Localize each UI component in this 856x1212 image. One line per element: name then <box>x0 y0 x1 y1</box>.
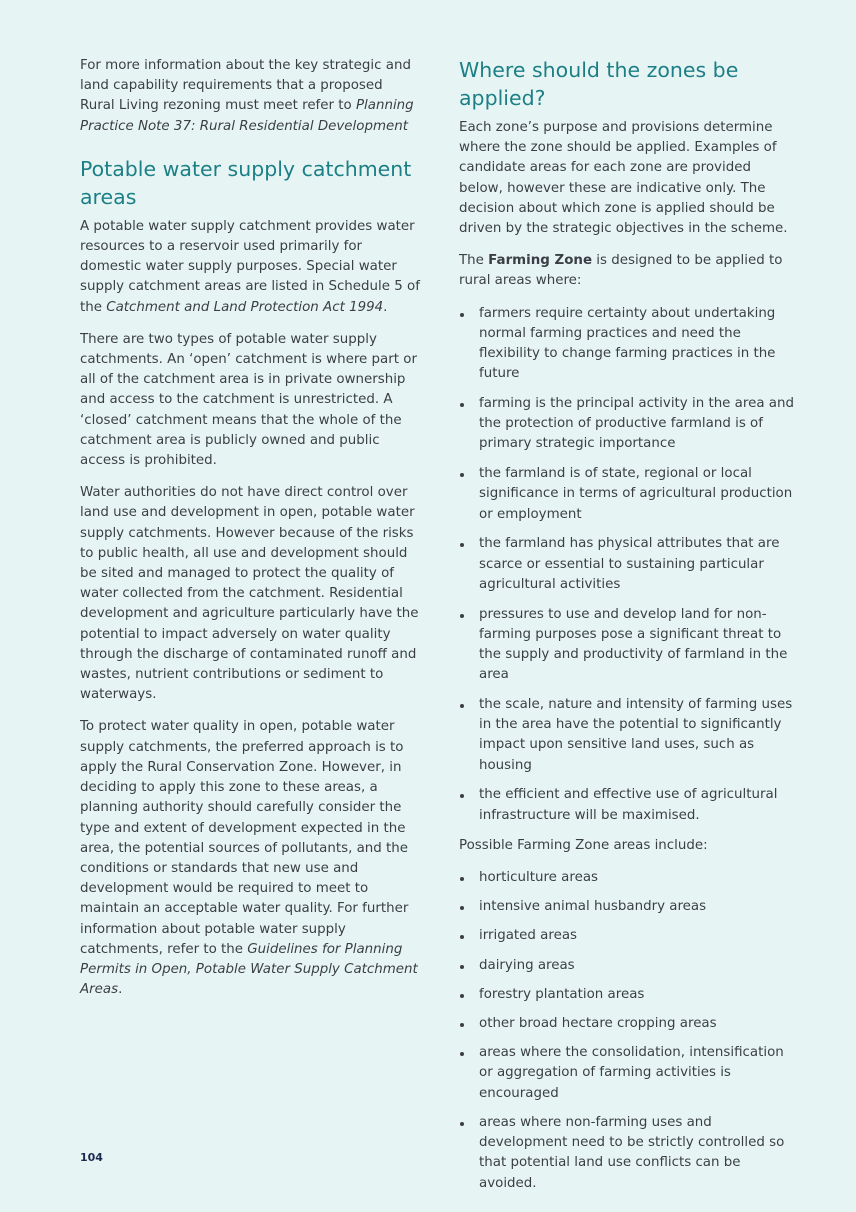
right-column <box>459 56 799 1204</box>
water-authorities-paragraph: Water authorities do not have direct control over land use and development in open, potable water supply catchments. However because of the risks to public health, all use and development should be sited and managed to protect the quality of water collected from the catchment. Residential development and agriculture particularly have the potential to impact adversely on water quality through the discharge of contaminated runoff and wastes, nutrient contributions or sediment to waterways. <box>80 485 419 703</box>
guidelines-reference: Guidelines for Planning Permits in Open, Potable Water Supply Catchment Areas <box>80 941 418 998</box>
farming-zone-intro: The Farming Zone is designed to be applied to rural areas where: <box>459 253 783 289</box>
intro-paragraph: For more information about the key strategic and land capability requirements that a proposed Rural Living rezoning must meet refer to Planning Practice Note 37: Rural Residential Development <box>80 58 414 134</box>
catchment-types-paragraph: There are two types of potable water supply catchments. An ‘open’ catchment is where part or all of the catchment area is in private ownership and access to the catchment is unrestricted. A ‘closed’ catchment means that the whole of the catchment area is publicly owned and public access is prohibited. <box>80 331 417 469</box>
act-reference: Catchment and Land Protection Act 1994 <box>106 299 384 315</box>
water-quality-paragraph: To protect water quality in open, potable water supply catchments, the preferred approach is to apply the Rural Conservation Zone. However, in deciding to apply this zone to these areas, a planning authority should carefully consider the type and extent of development expected in the area, the potential sources of pollutants, and the conditions or standards that new use and development would be required to meet to maintain an acceptable water quality. For further information about potable water supply catchments, refer to the Guidelines for Planning Permits in Open, Potable Water Supply Catchment Areas. <box>80 719 418 998</box>
catchment-definition-paragraph: A potable water supply catchment provides water resources to a reservoir used primarily for domestic water supply purposes. Special water supply catchment areas are listed in Schedule 5 of the Catchment and Land Protection Act 1994. <box>80 218 420 315</box>
list-item: pressures to use and develop land for non-farming purposes pose a significant threat to the supply and productivity of farmland in the area <box>459 605 799 686</box>
potable-water-heading: Potable water supply catchment areas <box>80 156 412 209</box>
list-item: other broad hectare cropping areas <box>459 1014 799 1034</box>
list-item: farming is the principal activity in the area and the protection of productive farmland is of primary strategic importance <box>459 394 799 455</box>
list-item: farmers require certainty about undertaking normal farming practices and need the flexibility to change farming practices in the future <box>459 304 799 385</box>
list-item: horticulture areas <box>459 868 799 888</box>
list-item: forestry plantation areas <box>459 985 799 1005</box>
farming-zone-areas-list <box>459 868 799 1194</box>
list-item: the farmland has physical attributes that are scarce or essential to sustaining particular agricultural activities <box>459 534 799 595</box>
farming-zone-term: Farming Zone <box>488 253 593 269</box>
list-item: the efficient and effective use of agricultural infrastructure will be maximised. <box>459 785 799 825</box>
list-item: irrigated areas <box>459 926 799 946</box>
left-column <box>80 56 420 1012</box>
list-item: areas where the consolidation, intensification or aggregation of farming activities is encouraged <box>459 1043 799 1104</box>
page-number: 104 <box>80 1151 103 1164</box>
list-item: areas where non-farming uses and development need to be strictly controlled so that potential land use conflicts can be avoided. <box>459 1113 799 1194</box>
zone-purpose-paragraph: Each zone’s purpose and provisions determine where the zone should be applied. Examples of candidate areas for each zone are provided below, however these are indicative only. The decision about which zone is applied should be driven by the strategic objectives in the scheme. <box>459 120 788 237</box>
zones-applied-heading: Where should the zones be applied? <box>459 58 739 110</box>
list-item: the farmland is of state, regional or local significance in terms of agricultural production or employment <box>459 464 799 525</box>
ppn37-reference: Planning Practice Note 37: Rural Residential Development <box>80 98 414 134</box>
farming-zone-criteria-list <box>459 304 799 826</box>
list-item: dairying areas <box>459 956 799 976</box>
possible-areas-intro: Possible Farming Zone areas include: <box>459 837 708 853</box>
list-item: the scale, nature and intensity of farming uses in the area have the potential to significantly impact upon sensitive land uses, such as housing <box>459 695 799 776</box>
list-item: intensive animal husbandry areas <box>459 897 799 917</box>
